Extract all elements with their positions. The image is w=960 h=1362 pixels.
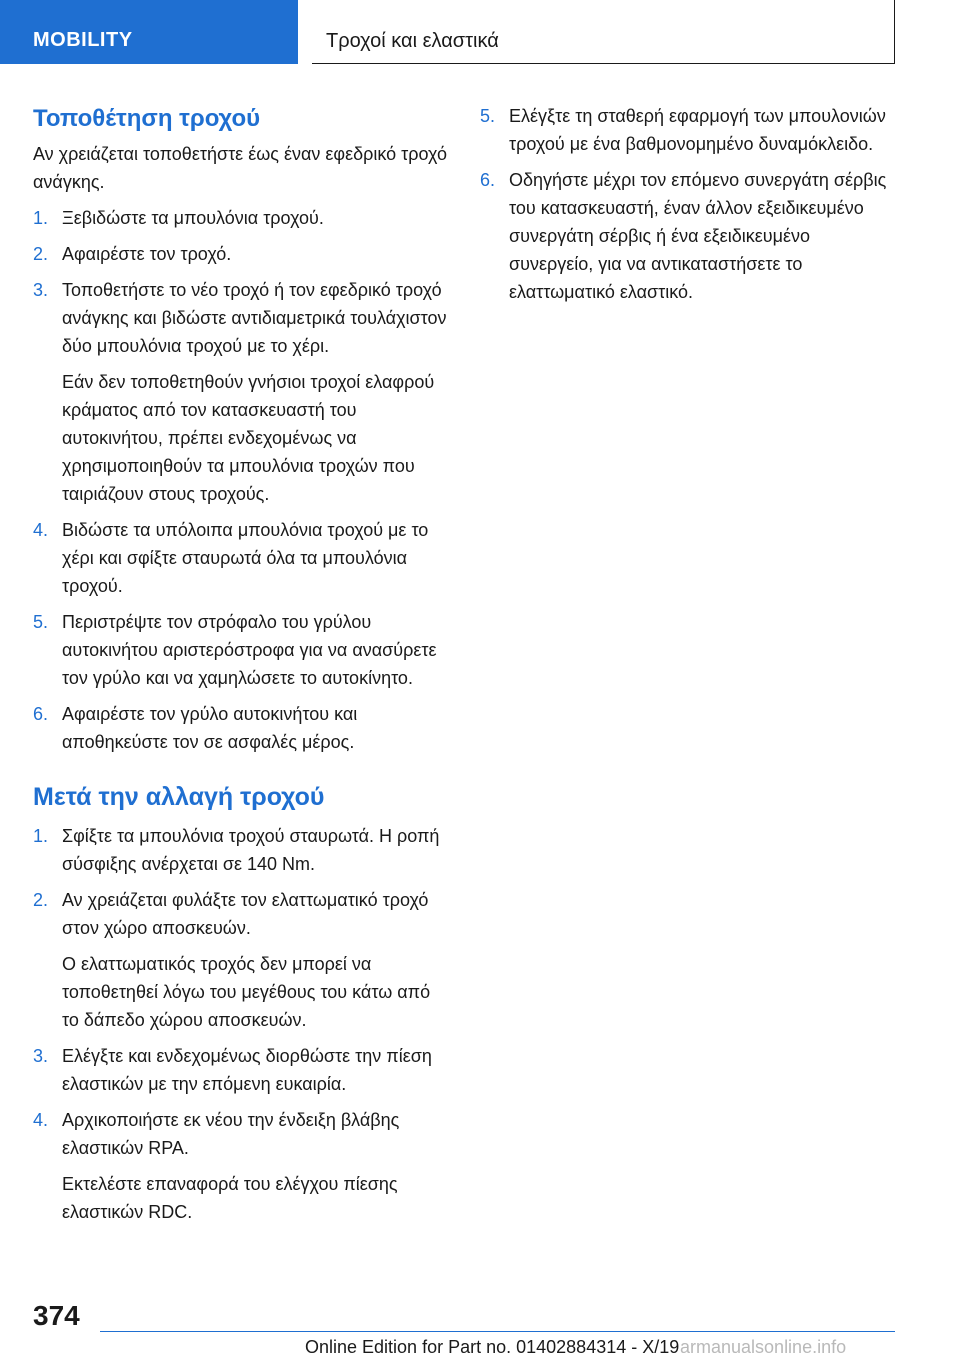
edition-text: Online Edition for Part no. 01402884314 - X/19	[305, 1337, 680, 1357]
chapter-header	[312, 0, 895, 64]
after-change-steps-list-continued	[480, 102, 898, 306]
step-text: Περιστρέψτε τον στρόφαλο του γρύλου αυτοκινήτου αριστερόστροφα για να ανασύρετε τον γρύλο και να χαμηλώσετε το αυτοκίνητο.	[62, 612, 437, 688]
section-intro: Αν χρειάζεται τοποθετήστε έως έναν εφεδρικό τροχό ανάγκης.	[33, 144, 448, 192]
step-note: Εκτελέστε επαναφορά του ελέγχου πίεσης ελαστικών RDC.	[62, 1174, 398, 1222]
step-note: Ο ελαττωματικός τροχός δεν μπορεί να τοποθετηθεί λόγω του μεγέθους του κάτω από το δάπεδο χώρου αποσκευών.	[62, 954, 431, 1030]
list-item	[33, 240, 451, 268]
watermark: armanualsonline.info	[680, 1337, 847, 1357]
left-column	[33, 102, 451, 1226]
list-item	[33, 608, 451, 692]
step-text: Βιδώστε τα υπόλοιπα μπουλόνια τροχού με το χέρι και σφίξτε σταυρωτά όλα τα μπουλόνια τροχού.	[62, 520, 429, 596]
step-number: 6.	[33, 704, 49, 724]
step-number: 4.	[33, 1110, 49, 1130]
list-item	[33, 700, 451, 756]
section-tab	[0, 0, 298, 64]
footer-divider	[100, 1331, 895, 1332]
page-number: 374	[33, 1300, 80, 1331]
list-item	[33, 1106, 451, 1226]
section-heading-mounting: Τοποθέτηση τροχού	[33, 105, 261, 132]
step-text: Ελέγξτε τη σταθερή εφαρμογή των μπουλονιών τροχού με ένα βαθμονομημένο δυναμόκλειδο.	[509, 106, 886, 154]
section-heading-after-change: Μετά την αλλαγή τροχού	[33, 783, 325, 811]
step-text: Οδηγήστε μέχρι τον επόμενο συνεργάτη σέρβις του κατασκευαστή, έναν άλλον εξειδικευμένο συνεργάτη σέρβις ή ένα εξειδικευμένο συνεργείο, για να αντικαταστήσετε το ελαττωματικό ελαστικό.	[509, 170, 887, 302]
step-number: 3.	[33, 1046, 49, 1066]
step-text: Σφίξτε τα μπουλόνια τροχού σταυρωτά. Η ροπή σύσφιξης ανέρχεται σε 140 Nm.	[62, 826, 440, 874]
after-change-steps-list	[33, 822, 451, 1226]
step-text: Ελέγξτε και ενδεχομένως διορθώστε την πίεση ελαστικών με την επόμενη ευκαιρία.	[62, 1046, 432, 1094]
list-item	[33, 886, 451, 1034]
step-text: Αφαιρέστε τον τροχό.	[62, 244, 232, 264]
step-number: 1.	[33, 826, 49, 846]
step-text: Ξεβιδώστε τα μπουλόνια τροχού.	[62, 208, 324, 228]
step-number: 3.	[33, 280, 49, 300]
list-item	[33, 276, 451, 508]
step-number: 5.	[33, 612, 49, 632]
section-label: MOBILITY	[33, 29, 133, 51]
right-column	[480, 102, 898, 306]
list-item	[33, 516, 451, 600]
list-item	[33, 1042, 451, 1098]
step-number: 5.	[480, 106, 496, 126]
list-item	[480, 166, 898, 306]
chapter-title: Τροχοί και ελαστικά	[326, 30, 499, 52]
step-number: 1.	[33, 208, 49, 228]
step-number: 6.	[480, 170, 496, 190]
step-text: Αρχικοποιήστε εκ νέου την ένδειξη βλάβης ελαστικών RPA.	[62, 1110, 400, 1158]
step-number: 2.	[33, 890, 49, 910]
step-number: 2.	[33, 244, 49, 264]
mounting-steps-list	[33, 204, 451, 756]
step-text: Τοποθετήστε το νέο τροχό ή τον εφεδρικό τροχό ανάγκης και βιδώστε αντιδιαμετρικά τουλάχιστον δύο μπουλόνια τροχού με το χέρι.	[62, 280, 447, 356]
step-text: Αφαιρέστε τον γρύλο αυτοκινήτου και αποθηκεύστε τον σε ασφαλές μέρος.	[62, 704, 358, 752]
step-note: Εάν δεν τοποθετηθούν γνήσιοι τροχοί ελαφρού κράματος από τον κατασκευαστή του αυτοκινήτου, πρέπει ενδεχομένως να χρησιμοποιηθούν τα μπουλόνια τροχών που ταιριάζουν στους τροχούς.	[62, 372, 435, 504]
list-item	[33, 204, 451, 232]
step-text: Αν χρειάζεται φυλάξτε τον ελαττωματικό τροχό στον χώρο αποσκευών.	[62, 890, 429, 938]
list-item	[480, 102, 898, 158]
list-item	[33, 822, 451, 878]
step-number: 4.	[33, 520, 49, 540]
